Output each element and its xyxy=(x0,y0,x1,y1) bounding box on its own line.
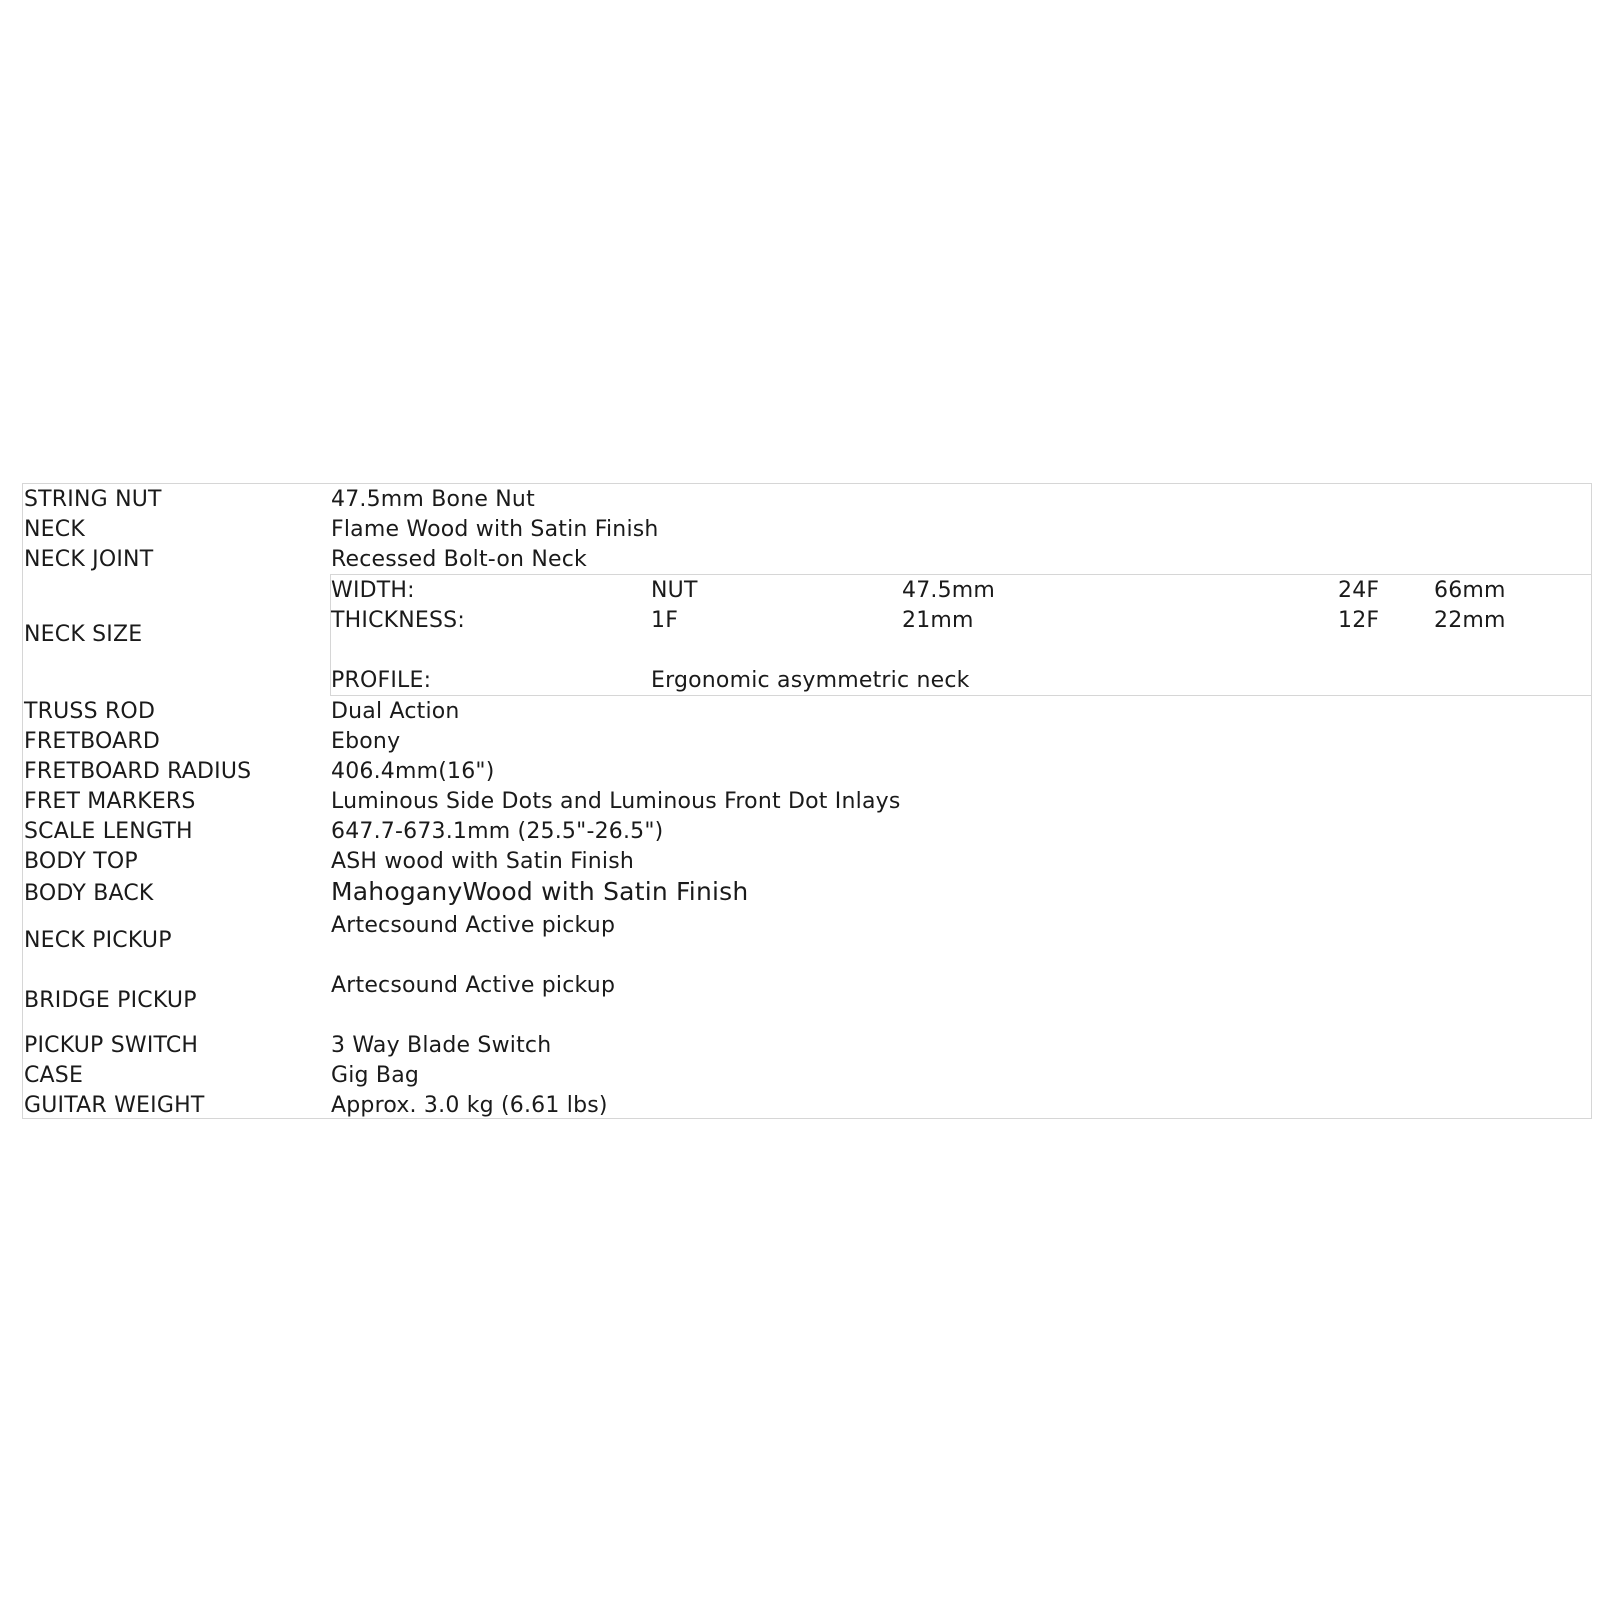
spec-value-neck-joint: Recessed Bolt-on Neck xyxy=(331,547,587,572)
spec-label-neck: NECK xyxy=(24,517,85,542)
spec-value-neck: Flame Wood with Satin Finish xyxy=(331,517,659,542)
spec-label-body-back: BODY BACK xyxy=(24,881,154,906)
spec-label-string-nut: STRING NUT xyxy=(24,487,162,512)
spec-label-body-top: BODY TOP xyxy=(24,849,138,874)
neck-width-pos1: NUT xyxy=(651,578,698,603)
neck-thickness-label: THICKNESS: xyxy=(331,608,465,633)
spec-value-fret-markers: Luminous Side Dots and Luminous Front Dot Inlays xyxy=(331,789,901,814)
spec-value-body-back: MahoganyWood with Satin Finish xyxy=(331,877,749,906)
spec-value-guitar-weight: Approx. 3.0 kg (6.61 lbs) xyxy=(331,1093,608,1118)
neck-thickness-val2: 22mm xyxy=(1434,608,1506,633)
spec-label-guitar-weight: GUITAR WEIGHT xyxy=(24,1093,205,1118)
neck-thickness-pos1: 1F xyxy=(651,608,679,633)
spec-value-pickup-switch: 3 Way Blade Switch xyxy=(331,1033,552,1058)
spec-value-string-nut: 47.5mm Bone Nut xyxy=(331,487,535,512)
spec-value-fretboard: Ebony xyxy=(331,729,401,754)
neck-thickness-pos2: 12F xyxy=(1338,608,1380,633)
spec-label-neck-pickup: NECK PICKUP xyxy=(24,928,172,953)
spec-label-pickup-switch: PICKUP SWITCH xyxy=(24,1033,199,1058)
spec-value-body-top: ASH wood with Satin Finish xyxy=(331,849,635,874)
spec-value-case: Gig Bag xyxy=(331,1063,420,1088)
spec-label-fretboard-radius: FRETBOARD RADIUS xyxy=(24,759,252,784)
spec-value-bridge-pickup: Artecsound Active pickup xyxy=(331,973,616,998)
neck-thickness-val1: 21mm xyxy=(902,608,974,633)
spec-value-truss-rod: Dual Action xyxy=(331,699,460,724)
spec-value-fretboard-radius: 406.4mm(16") xyxy=(331,759,495,784)
spec-label-neck-size: NECK SIZE xyxy=(24,622,143,647)
neck-profile-value: Ergonomic asymmetric neck xyxy=(651,668,970,693)
neck-width-pos2: 24F xyxy=(1338,578,1380,603)
spec-label-neck-joint: NECK JOINT xyxy=(24,547,154,572)
spec-value-scale-length: 647.7-673.1mm (25.5"-26.5") xyxy=(331,819,664,844)
spec-label-truss-rod: TRUSS ROD xyxy=(24,699,156,724)
neck-width-val2: 66mm xyxy=(1434,578,1506,603)
spec-label-scale-length: SCALE LENGTH xyxy=(24,819,193,844)
spec-label-fretboard: FRETBOARD xyxy=(24,729,160,754)
neck-profile-label: PROFILE: xyxy=(331,668,432,693)
spec-value-neck-pickup: Artecsound Active pickup xyxy=(331,913,616,938)
neck-width-val1: 47.5mm xyxy=(902,578,996,603)
spec-label-case: CASE xyxy=(24,1063,84,1088)
spec-label-bridge-pickup: BRIDGE PICKUP xyxy=(24,988,197,1013)
spec-label-fret-markers: FRET MARKERS xyxy=(24,789,196,814)
neck-width-label: WIDTH: xyxy=(331,578,415,603)
